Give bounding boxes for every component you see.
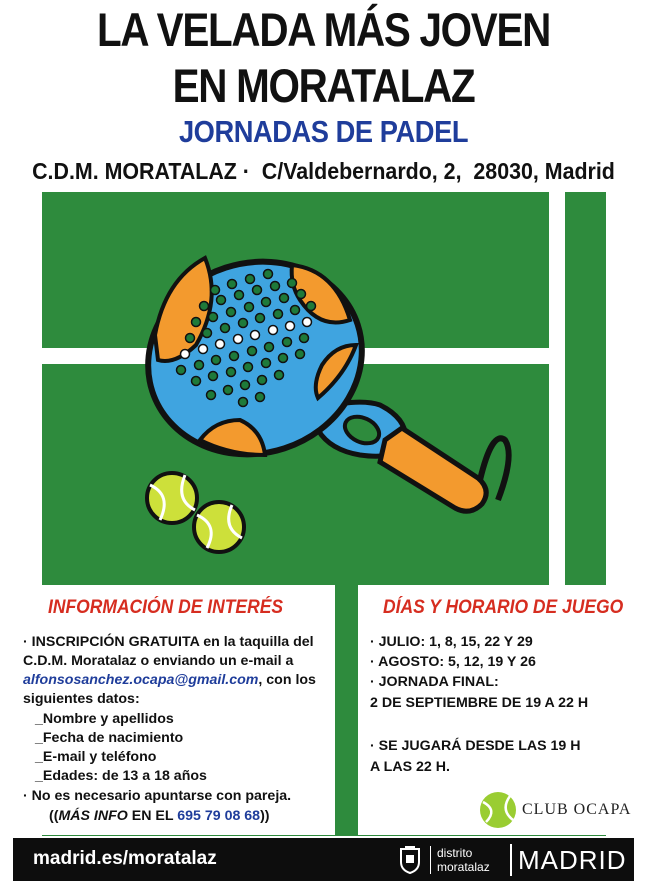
info-list-item: _E-mail y teléfono	[35, 749, 157, 765]
phone-number[interactable]: 695 79 08 68	[177, 808, 261, 824]
madrid-crest-icon	[399, 846, 421, 874]
info-line: siguientes datos:	[23, 691, 140, 707]
schedule-line: A LAS 22 H.	[370, 759, 450, 775]
schedule-heading: DÍAS Y HORARIO DE JUEGO	[383, 597, 624, 618]
info-panel	[13, 585, 335, 835]
info-line: alfonsosanchez.ocapa@gmail.com, con los	[23, 672, 316, 688]
poster-subtitle: JORNADAS DE PADEL	[178, 114, 469, 149]
info-line: · INSCRIPCIÓN GRATUITA en la taquilla del	[23, 634, 314, 650]
schedule-line: · JULIO: 1, 8, 15, 22 Y 29	[370, 634, 533, 650]
poster-title-line2: EN MORATALAZ	[172, 59, 475, 112]
court-line-vertical	[549, 192, 565, 592]
more-info-line: ((MÁS INFO EN EL 695 79 08 68))	[49, 808, 270, 824]
footer-url[interactable]: madrid.es/moratalaz	[33, 848, 217, 869]
info-list-item: _Nombre y apellidos	[35, 711, 174, 727]
schedule-line: 2 DE SEPTIEMBRE DE 19 A 22 H	[370, 695, 589, 711]
info-list-item: _Fecha de nacimiento	[35, 730, 184, 746]
footer-distrito: distrito moratalaz	[437, 846, 490, 874]
club-ball-icon	[478, 790, 518, 830]
email-link[interactable]: alfonsosanchez.ocapa@gmail.com	[23, 672, 259, 688]
poster-title-line1: LA VELADA MÁS JOVEN	[96, 3, 551, 56]
schedule-line: · JORNADA FINAL:	[370, 674, 499, 690]
padel-ball-icon	[147, 473, 197, 523]
footer-bar	[13, 838, 634, 881]
info-heading: INFORMACIÓN DE INTERÉS	[48, 597, 284, 618]
padel-ball-icon	[194, 502, 244, 552]
club-ocapa-logo	[478, 790, 632, 830]
footer-divider	[430, 846, 431, 874]
schedule-line: · SE JUGARÁ DESDE LAS 19 H	[370, 738, 581, 754]
info-line: · No es necesario apuntarse con pareja.	[23, 788, 292, 804]
schedule-line: · AGOSTO: 5, 12, 19 Y 26	[370, 654, 536, 670]
club-name: CLUB OCAPA	[522, 801, 632, 818]
info-line: C.D.M. Moratalaz o enviando un e-mail a	[23, 653, 294, 669]
footer-madrid-logo: MADRID	[518, 845, 627, 875]
footer-divider	[510, 844, 512, 876]
info-list-item: _Edades: de 13 a 18 años	[35, 768, 207, 784]
venue-address: C.D.M. MORATALAZ · C/Valdebernardo, 2, 28030, Madrid	[32, 158, 615, 184]
